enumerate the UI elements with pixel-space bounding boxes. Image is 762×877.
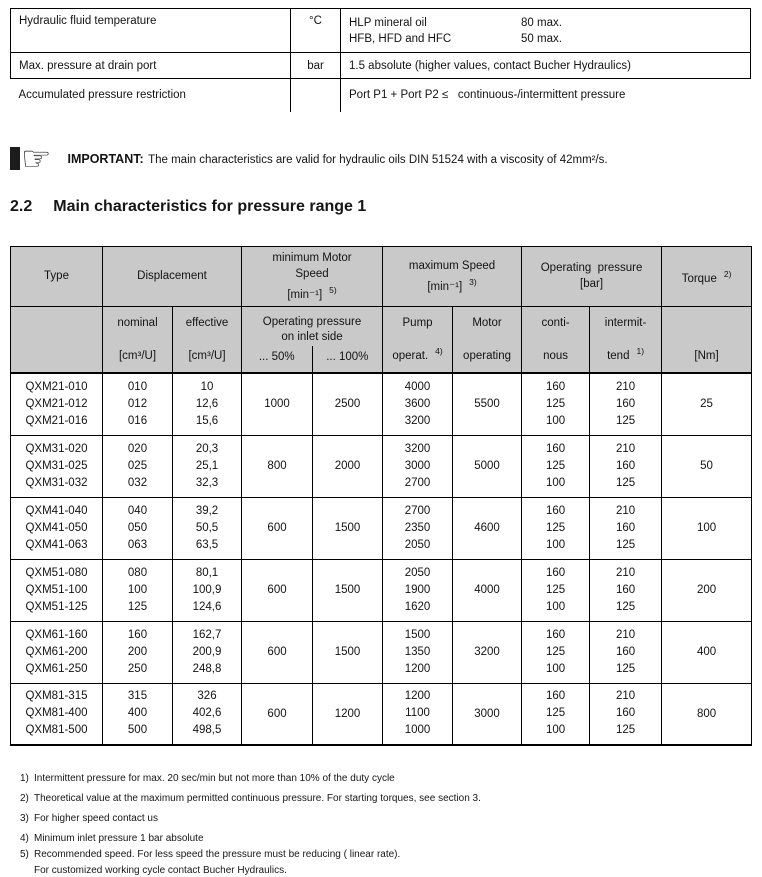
pointing-hand-icon: ☞	[10, 144, 51, 174]
table-row-group-qxm51	[11, 559, 752, 621]
cell-intermittent-pressure: 210 160 125	[590, 497, 662, 559]
cell-nominal: 040 050 063	[103, 497, 173, 559]
cell-motor-speed: 4000	[453, 559, 522, 621]
header-row-1	[11, 246, 752, 306]
spec-unit: °C	[291, 9, 341, 53]
cell-min-speed-100: 1200	[313, 683, 383, 745]
cell-torque: 800	[662, 683, 752, 745]
cell-motor-speed: 4600	[453, 497, 522, 559]
col-header-min-speed: minimum Motor Speed [min⁻¹] $^{5)}$	[242, 246, 383, 306]
cell-pump-speed: 3200 3000 2700	[383, 435, 453, 497]
cell-effective: 20,3 25,1 32,3	[173, 435, 242, 497]
footnote-5-continuation: For customized working cycle contact Bucher Hydraulics.	[34, 865, 287, 876]
spec-label: Hydraulic fluid temperature	[11, 9, 291, 53]
cell-min-speed-50: 600	[242, 683, 313, 745]
cell-torque: 100	[662, 497, 752, 559]
col-subheader-inlet-pressure: Operating pressure on inlet side ... 50% ... 100%	[242, 306, 383, 373]
spec-row-fluid-temperature	[11, 9, 751, 53]
table-row-group-qxm21	[11, 373, 752, 435]
col-header-operating-pressure: Operating pressure [bar]	[522, 246, 662, 306]
col-subheader-effective: effective [cm³/U]	[173, 306, 242, 373]
cell-torque: 400	[662, 621, 752, 683]
cell-motor-speed: 3000	[453, 683, 522, 745]
cell-pump-speed: 4000 3600 3200	[383, 373, 453, 435]
cell-min-speed-100: 1500	[313, 559, 383, 621]
cell-effective: 80,1 100,9 124,6	[173, 559, 242, 621]
spec-row-accumulated-pressure	[11, 79, 751, 112]
col-subheader-motor: Motor operating	[453, 306, 522, 373]
characteristics-table	[10, 246, 752, 747]
cell-intermittent-pressure: 210 160 125	[590, 435, 662, 497]
cell-type: QXM41-040 QXM41-050 QXM41-063	[11, 497, 103, 559]
cell-effective: 326 402,6 498,5	[173, 683, 242, 745]
cell-continuous-pressure: 160 125 100	[522, 497, 590, 559]
cell-effective: 10 12,6 15,6	[173, 373, 242, 435]
cell-nominal: 080 100 125	[103, 559, 173, 621]
table-row-group-qxm41	[11, 497, 752, 559]
col-subheader-torque-unit: [Nm]	[662, 306, 752, 373]
cell-continuous-pressure: 160 125 100	[522, 683, 590, 745]
important-note	[10, 138, 752, 179]
col-subheader-intermittent: intermit- tend $^{1)}$	[590, 306, 662, 373]
cell-min-speed-100: 1500	[313, 621, 383, 683]
spec-value-pair: HFB, HFD and HFC 50 max.	[349, 33, 562, 45]
cell-torque: 50	[662, 435, 752, 497]
cell-type: QXM61-160 QXM61-200 QXM61-250	[11, 621, 103, 683]
cell-type: QXM51-080 QXM51-100 QXM51-125	[11, 559, 103, 621]
col-subheader-100pct: ... 100%	[312, 346, 383, 372]
cell-continuous-pressure: 160 125 100	[522, 373, 590, 435]
cell-min-speed-100: 1500	[313, 497, 383, 559]
footnote-1: 1) Intermittent pressure for max. 20 sec/min but not more than 10% of the duty cycle	[20, 773, 395, 784]
cell-min-speed-50: 1000	[242, 373, 313, 435]
cell-min-speed-50: 600	[242, 559, 313, 621]
table-row-group-qxm31	[11, 435, 752, 497]
col-subheader-type-empty	[11, 306, 103, 373]
col-header-max-speed: maximum Speed [min⁻¹] $^{3)}$	[383, 246, 522, 306]
important-note-text: IMPORTANT: The main characteristics are valid for hydraulic oils DIN 51524 with a viscosity of 42mm²/s.	[67, 151, 608, 166]
footnote-5: 5) Recommended speed. For less speed the pressure must be reducing ( linear rate).	[20, 849, 401, 860]
spec-value-pair: HLP mineral oil 80 max.	[349, 17, 562, 29]
cell-continuous-pressure: 160 125 100	[522, 435, 590, 497]
col-subheader-continuous: conti- nous	[522, 306, 590, 373]
col-subheader-pump: Pump operat. $^{4)}$	[383, 306, 453, 373]
cell-pump-speed: 2050 1900 1620	[383, 559, 453, 621]
footnote-3: 3) For higher speed contact us	[20, 813, 158, 824]
cell-continuous-pressure: 160 125 100	[522, 559, 590, 621]
cell-min-speed-50: 600	[242, 497, 313, 559]
cell-min-speed-50: 800	[242, 435, 313, 497]
cell-nominal: 160 200 250	[103, 621, 173, 683]
section-number: 2.2	[10, 197, 33, 215]
cell-pump-speed: 1500 1350 1200	[383, 621, 453, 683]
spec-row-drain-pressure	[11, 53, 751, 79]
table-row-group-qxm81	[11, 683, 752, 745]
cell-min-speed-100: 2000	[313, 435, 383, 497]
spec-unit: bar	[291, 53, 341, 79]
cell-min-speed-100: 2500	[313, 373, 383, 435]
spec-unit	[291, 79, 341, 112]
spec-value: 1.5 absolute (higher values, contact Bucher Hydraulics)	[341, 53, 751, 79]
cell-type: QXM81-315 QXM81-400 QXM81-500	[11, 683, 103, 745]
spec-value	[341, 9, 751, 53]
cell-motor-speed: 5500	[453, 373, 522, 435]
section-title: Main characteristics for pressure range 1	[53, 197, 367, 215]
spec-table	[10, 8, 751, 112]
spec-label: Max. pressure at drain port	[11, 53, 291, 79]
cell-intermittent-pressure: 210 160 125	[590, 683, 662, 745]
cell-continuous-pressure: 160 125 100	[522, 621, 590, 683]
cell-min-speed-50: 600	[242, 621, 313, 683]
cell-pump-speed: 2700 2350 2050	[383, 497, 453, 559]
cell-effective: 39,2 50,5 63,5	[173, 497, 242, 559]
cell-intermittent-pressure: 210 160 125	[590, 373, 662, 435]
cell-intermittent-pressure: 210 160 125	[590, 621, 662, 683]
section-heading	[10, 198, 752, 216]
col-header-displacement: Displacement	[103, 246, 242, 306]
footnote-2: 2) Theoretical value at the maximum permitted continuous pressure. For starting torques, see section 3.	[20, 793, 481, 804]
cell-motor-speed: 5000	[453, 435, 522, 497]
spec-label: Accumulated pressure restriction	[18, 89, 186, 102]
cell-type: QXM21-010 QXM21-012 QXM21-016	[11, 373, 103, 435]
spec-value: Port P1 + Port P2 ≤ continuous-/intermittent pressure	[341, 79, 751, 112]
col-header-torque: Torque $^{2)}$	[662, 246, 752, 306]
col-header-type: Type	[11, 246, 103, 306]
cell-nominal: 020 025 032	[103, 435, 173, 497]
important-label: IMPORTANT:	[67, 151, 144, 166]
header-row-2	[11, 306, 752, 373]
col-subheader-50pct: ... 50%	[258, 350, 295, 363]
cell-torque: 200	[662, 559, 752, 621]
cell-nominal: 010 012 016	[103, 373, 173, 435]
cell-motor-speed: 3200	[453, 621, 522, 683]
cell-torque: 25	[662, 373, 752, 435]
cell-type: QXM31-020 QXM31-025 QXM31-032	[11, 435, 103, 497]
cell-pump-speed: 1200 1100 1000	[383, 683, 453, 745]
footnotes	[20, 773, 752, 877]
cell-effective: 162,7 200,9 248,8	[173, 621, 242, 683]
footnote-4: 4) Minimum inlet pressure 1 bar absolute	[20, 833, 204, 844]
table-row-group-qxm61	[11, 621, 752, 683]
col-subheader-nominal: nominal [cm³/U]	[103, 306, 173, 373]
cell-intermittent-pressure: 210 160 125	[590, 559, 662, 621]
cell-nominal: 315 400 500	[103, 683, 173, 745]
